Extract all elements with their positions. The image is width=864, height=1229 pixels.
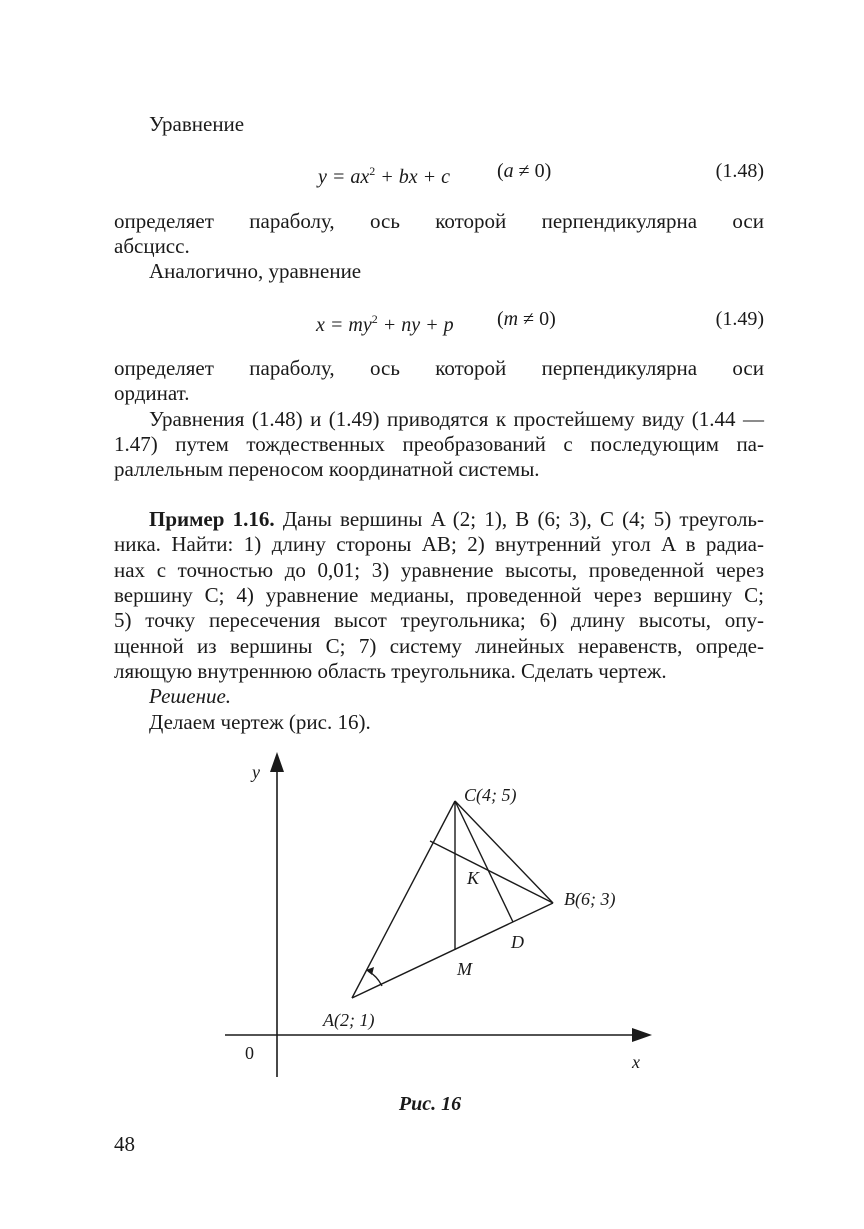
- x-axis-arrow: [632, 1028, 652, 1042]
- condition-open: (: [497, 308, 504, 330]
- vertex-a-label: A(2; 1): [323, 1010, 375, 1030]
- paragraph-line: абсцисс.: [114, 234, 190, 258]
- drawing-intro: Делаем чертеж (рис. 16).: [149, 710, 371, 734]
- equation-1-49-exponent: 2: [371, 312, 378, 326]
- example-line: ляющую внутреннюю область треугольника. Сделать чертеж.: [114, 659, 667, 683]
- condition-open: (: [497, 160, 504, 182]
- altitude-b: [430, 841, 553, 903]
- condition-var: a: [503, 160, 514, 182]
- point-m-label: M: [457, 959, 472, 979]
- paragraph-line: определяет параболу, ось которой перпендикулярна оси: [114, 209, 764, 233]
- y-axis-arrow: [270, 752, 284, 772]
- condition-rest: ≠ 0): [518, 308, 556, 330]
- x-axis-label: x: [632, 1052, 640, 1072]
- condition-var: m: [503, 308, 519, 330]
- paragraph-line: раллельным переносом координатной системы.: [114, 457, 540, 481]
- origin-label: 0: [245, 1043, 254, 1063]
- paragraph-equation-intro: Уравнение: [149, 112, 245, 136]
- example-line: щенной из вершины C; 7) систему линейных неравенств, опреде-: [114, 634, 764, 658]
- equation-1-48-rhs: + bx + c: [375, 166, 450, 188]
- equation-number-1-49: (1.49): [715, 308, 764, 330]
- example-label: Пример 1.16.: [149, 507, 275, 531]
- example-line: нах с точностью до 0,01; 3) уравнение высоты, проведенной через: [114, 558, 764, 582]
- figure-caption: Рис. 16: [398, 1093, 462, 1115]
- y-axis-label: y: [252, 762, 260, 782]
- median-c: [455, 801, 513, 922]
- page-number: 48: [114, 1132, 135, 1156]
- vertex-c-label: C(4; 5): [464, 785, 517, 805]
- equation-number-1-48: (1.48): [715, 160, 764, 182]
- equation-1-49-rhs: + ny + p: [377, 314, 454, 336]
- example-line: 5) точку пересечения высот треугольника; 6) длину высоты, опу-: [114, 608, 764, 632]
- example-line: ника. Найти: 1) длину стороны AB; 2) внутренний угол A в радиа-: [114, 532, 764, 556]
- equation-1-48-exponent: 2: [369, 164, 376, 178]
- paragraph-line: 1.47) путем тождественных преобразований с последующим па-: [114, 432, 764, 456]
- point-k-label: K: [467, 868, 480, 888]
- example-line: вершину C; 4) уравнение медианы, проведенной через вершину C;: [114, 583, 764, 607]
- equation-1-48-lhs: y = ax: [318, 166, 370, 188]
- equation-1-49-lhs: x = my: [316, 314, 372, 336]
- paragraph-line: определяет параболу, ось которой перпендикулярна оси: [114, 356, 764, 380]
- paragraph-line: ординат.: [114, 381, 190, 405]
- paragraph-line: Аналогично, уравнение: [149, 259, 362, 283]
- side-ac: [352, 801, 455, 998]
- point-d-label: D: [511, 932, 524, 952]
- paragraph-line: Уравнения (1.48) и (1.49) приводятся к простейшему виду (1.44 —: [149, 407, 764, 431]
- example-line-rest: Даны вершины A (2; 1), B (6; 3), C (4; 5) треуголь-: [274, 507, 764, 531]
- solution-label: Решение.: [149, 684, 232, 708]
- vertex-b-label: B(6; 3): [564, 889, 616, 909]
- condition-rest: ≠ 0): [513, 160, 552, 182]
